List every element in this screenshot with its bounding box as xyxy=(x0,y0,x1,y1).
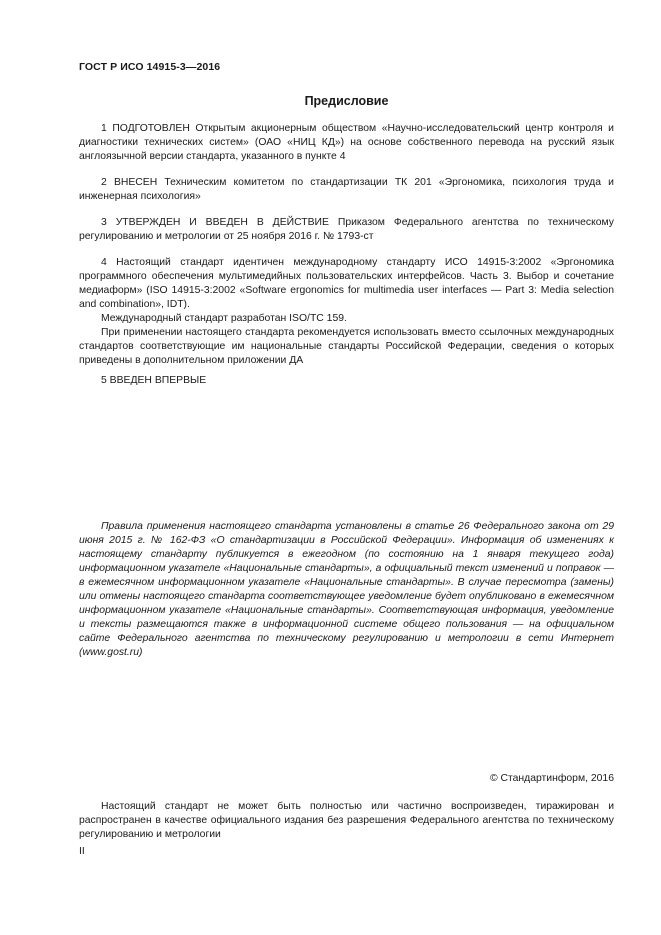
foreword-item-4 xyxy=(79,256,614,368)
foreword-item-2: 2 ВНЕСЕН Техническим комитетом по стандартизации ТК 201 «Эргономика, психология труда и инженерная психология» xyxy=(79,177,614,202)
page-number: II xyxy=(79,846,85,857)
foreword-item-1: 1 ПОДГОТОВЛЕН Открытым акционерным обществом «Научно-исследовательский центр контроля и диагностики технических систем» (ОАО «НИЦ КД») на основе собственного перевода на русский язык англоязычной версии стандарта, указанного в пункте 4 xyxy=(79,123,614,162)
foreword-item-3: 3 УТВЕРЖДЕН И ВВЕДЕН В ДЕЙСТВИЕ Приказом Федерального агентства по техническому регулированию и метрологии от 25 ноября 2016 г. № 1793-ст xyxy=(79,217,614,242)
foreword-item-5: 5 ВВЕДЕН ВПЕРВЫЕ xyxy=(101,375,207,386)
foreword-item-4-developer: Международный стандарт разработан ISO/TC 159. xyxy=(101,313,347,324)
standard-header: ГОСТ Р ИСО 14915-3—2016 xyxy=(79,61,221,73)
foreword-item-4-application: При применении настоящего стандарта рекомендуется использовать вместо ссылочных международных стандартов соответствующие им национальные стандарты Российской Федерации, сведения о которых приведены в дополнительном приложении ДА xyxy=(79,327,614,366)
application-rules-notice: Правила применения настоящего стандарта установлены в статье 26 Федерального закона от 29 июня 2015 г. № 162-ФЗ «О стандартизации в Российской Федерации». Информация об изменениях к настоящему стандарту публикуется в ежегодном (по состоянию на 1 января текущего года) информационном указателе «Национальные стандарты», а официальный текст изменений и поправок — в ежемесячном информационном указателе «Национальные стандарты». В случае пересмотра (замены) или отмены настоящего стандарта соответствующее уведомление будет опубликовано в ежемесячном информационном указателе «Национальные стандарты». Соответствующая информация, уведомление и тексты размещаются также в информационной системе общего пользования — на официальном сайте Федерального агентства по техническому регулированию и метрологии в сети Интернет (www.gost.ru) xyxy=(79,521,614,658)
reproduction-rights-notice: Настоящий стандарт не может быть полностью или частично воспроизведен, тиражирован и распространен в качестве официального издания без разрешения Федерального агентства по техническому регулированию и метрологии xyxy=(79,801,614,840)
page-title: Предисловие xyxy=(304,94,389,108)
copyright-line: © Стандартинформ, 2016 xyxy=(489,773,614,784)
foreword-item-4-text: 4 Настоящий стандарт идентичен международному стандарту ИСО 14915-3:2002 «Эргономика программного обеспечения мультимедийных пользовательских интерфейсов. Часть 3. Выбор и сочетание медиаформ» (ISO 14915-3:2002 «Software ergonomics for multimedia user interfaces — Part 3: Media selection and combination», IDT). xyxy=(79,257,614,310)
